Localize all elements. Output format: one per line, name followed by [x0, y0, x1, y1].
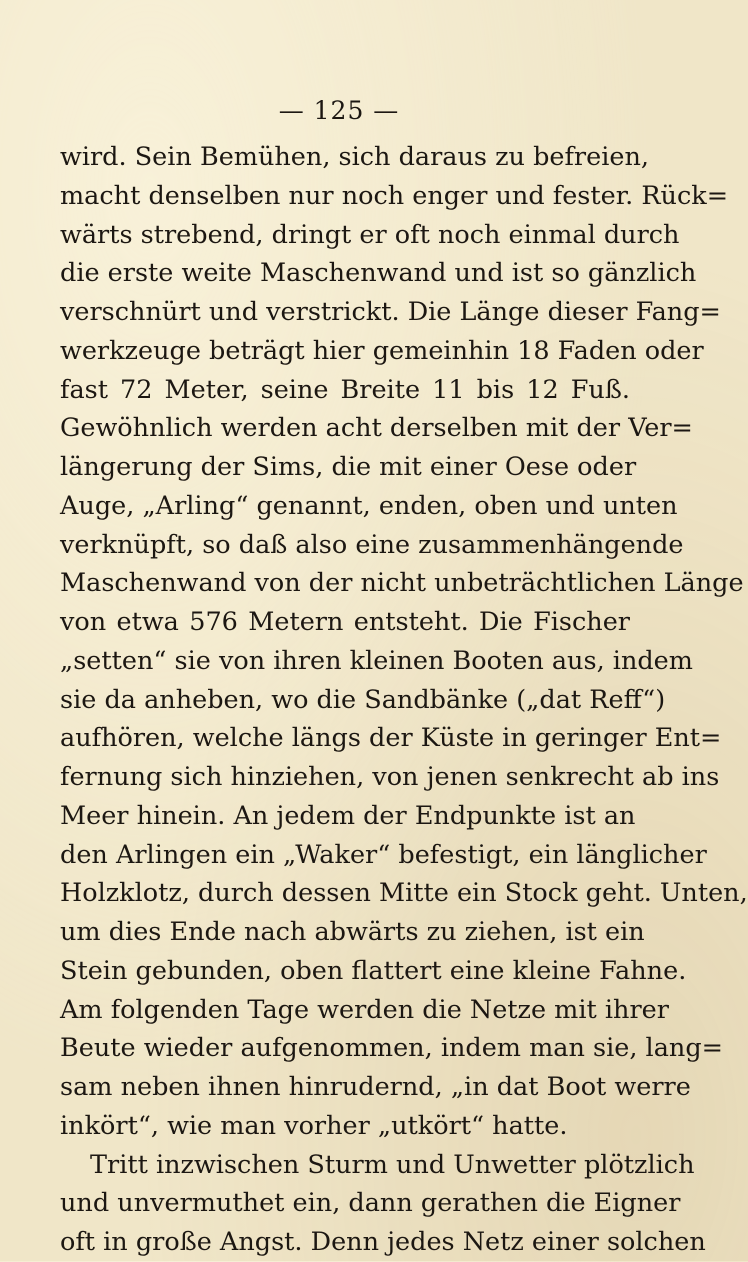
text-line: die erste weite Maschenwand und ist so gänzlich	[60, 258, 697, 289]
text-line: längerung der Sims, die mit einer Oese oder	[60, 452, 637, 482]
text-line: werkzeuge beträgt hier gemeinhin 18 Faden oder	[60, 335, 704, 366]
text-line: Holzklotz, durch dessen Mitte ein Stock geht. Unten,	[60, 878, 748, 909]
text-line: macht denselben nur noch enger und fester. Rück=	[60, 180, 729, 211]
text-line: aufhören, welche längs der Küste in geringer Ent=	[60, 723, 722, 754]
paragraph-start-line: Tritt inzwischen Sturm und Unwetter plötzlich	[90, 1149, 695, 1180]
text-line: den Arlingen ein „Waker“ befestigt, ein länglicher	[60, 839, 707, 870]
text-line: wärts strebend, dringt er oft noch einmal durch	[60, 219, 680, 250]
paragraph-end-line: inkört“, wie man vorher „utkört“ hatte.	[60, 1110, 568, 1141]
text-line: Gewöhnlich werden acht derselben mit der Ver=	[60, 413, 693, 444]
text-line: und unvermuthet ein, dann gerathen die Eigner	[60, 1188, 681, 1219]
text-line: Beute wieder aufgenommen, indem man sie, lang=	[60, 1033, 724, 1064]
text-line: von etwa 576 Metern entsteht. Die Fischer	[60, 607, 630, 637]
text-line: verschnürt und verstrickt. Die Länge dieser Fang=	[60, 297, 721, 327]
text-line: „setten“ sie von ihren kleinen Booten aus, indem	[60, 645, 693, 676]
text-line: Am folgenden Tage werden die Netze mit ihrer	[60, 994, 669, 1025]
text-line: sie da anheben, wo die Sandbänke („dat Reff“)	[60, 684, 666, 715]
text-line: oft in große Angst. Denn jedes Netz einer solchen	[60, 1227, 706, 1257]
text-line: verknüpft, so daß also eine zusammenhängende	[60, 529, 684, 560]
book-page	[60, 88, 748, 1262]
page-number-header: — 125 —	[278, 96, 400, 125]
text-line: um dies Ende nach abwärts zu ziehen, ist ein	[60, 917, 645, 947]
text-line: Maschenwand von der nicht unbeträchtlichen Länge	[60, 568, 744, 599]
text-line: Auge, „Arling“ genannt, enden, oben und unten	[60, 490, 678, 521]
text-line: sam neben ihnen hinrudernd, „in dat Boot werre	[60, 1072, 691, 1102]
text-line: Meer hinein. An jedem der Endpunkte ist an	[60, 800, 636, 831]
text-line: wird. Sein Bemühen, sich daraus zu befreien,	[60, 142, 649, 172]
text-line: fernung sich hinziehen, von jenen senkrecht ab ins	[60, 762, 720, 792]
text-line: fast 72 Meter, seine Breite 11 bis 12 Fuß.	[60, 374, 630, 405]
body-text	[60, 138, 748, 1262]
text-line: Stein gebunden, oben flattert eine kleine Fahne.	[60, 955, 687, 986]
